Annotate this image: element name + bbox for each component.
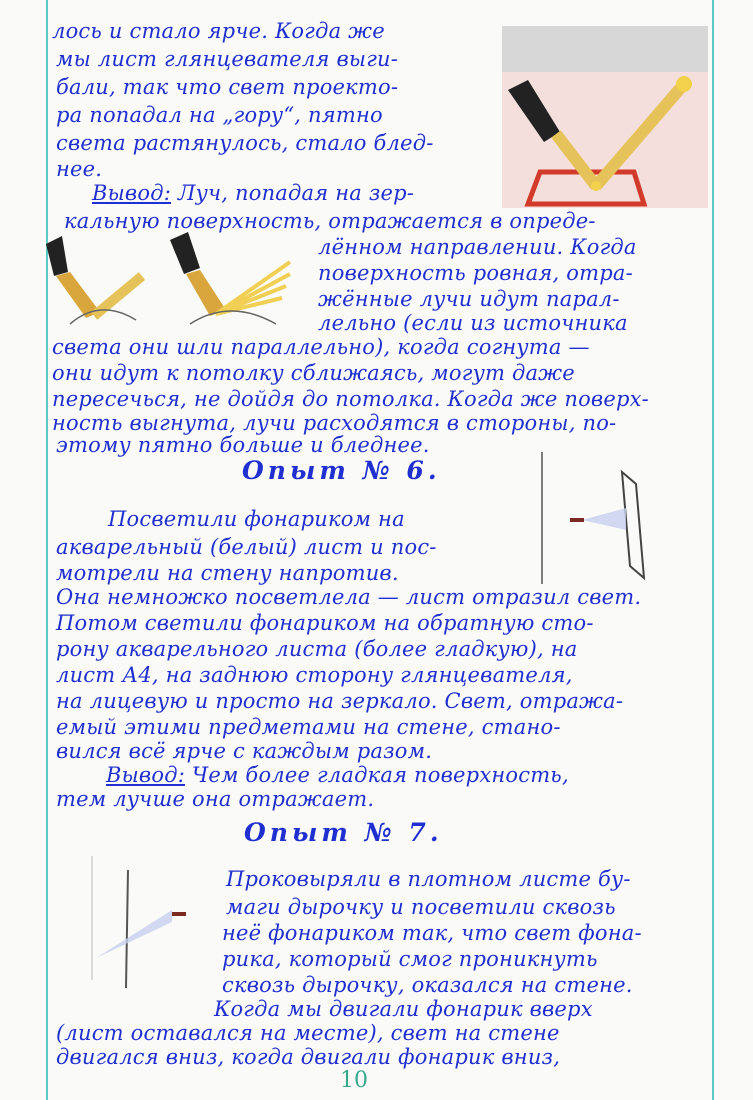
text-line: неё фонариком так, что свет фона- [222, 921, 642, 945]
text-line: вился всё ярче с каждым разом. [56, 739, 433, 763]
text-line: Когда мы двигали фонарик вверх [214, 997, 593, 1021]
margin-line-left [46, 0, 48, 1100]
text-line: на лицевую и просто на зеркало. Свет, отража- [56, 689, 624, 713]
text-line: этому пятно больше и бледнее. [56, 433, 430, 457]
text-line: Посветили фонариком на [108, 507, 405, 531]
conclusion-text: Луч, попадая на зер- [177, 181, 415, 205]
text-line: они идут к потолку сближаясь, могут даже [52, 361, 575, 385]
text-line: емый этими предметами на стене, стано- [56, 715, 561, 739]
text-line: бали, так что свет проекто- [56, 75, 399, 99]
text-line: тем лучше она отражает. [56, 787, 375, 811]
text-line: пересечься, не дойдя до потолка. Когда же поверх- [52, 387, 649, 411]
text-line: света они шли параллельно), когда согнута — [52, 335, 590, 359]
text-line: кальную поверхность, отражается в опреде- [64, 209, 596, 233]
conclusion-label: Вывод: [106, 763, 185, 787]
text-line: лельно (если из источника [318, 311, 628, 335]
text-line: акварельный (белый) лист и пос- [56, 535, 437, 559]
text-line: рика, который смог проникнуть [222, 947, 598, 971]
text-line: поверхность ровная, отра- [318, 261, 633, 285]
text-line: маги дырочку и посветили сквозь [226, 895, 616, 919]
margin-line-right [712, 0, 714, 1100]
pinhole-sheet-drawing [76, 852, 210, 992]
text-line: нее. [56, 157, 103, 181]
text-line: рону акварельного листа (более гладкую), на [56, 637, 578, 661]
conclusion-line [106, 762, 569, 789]
text-line: Проковыряли в плотном листе бу- [226, 867, 631, 891]
experiment-6-heading: Опыт № 6. [242, 456, 441, 485]
flashlights-reflection-drawing [40, 228, 310, 332]
text-line: двигался вниз, когда двигали фонарик вниз, [56, 1045, 561, 1069]
text-line: света растянулось, стало блед- [56, 131, 434, 155]
text-line: мы лист глянцевателя выги- [56, 47, 399, 71]
page-number: 10 [340, 1068, 368, 1093]
text-line: Она немножко посветлела — лист отразил свет. [56, 585, 642, 609]
text-line: Потом светили фонариком на обратную сто- [56, 611, 594, 635]
text-line: сквозь дырочку, оказался на стене. [222, 973, 633, 997]
text-line: ра попадал на „гору“, пятно [56, 103, 383, 127]
text-line: лист А4, на заднюю сторону глянцевателя, [56, 663, 573, 687]
conclusion-line [92, 180, 414, 207]
text-line: мотрели на стену напротив. [56, 561, 399, 585]
conclusion-label: Вывод: [92, 181, 171, 205]
text-line: лось и стало ярче. Когда же [52, 19, 385, 43]
experiment-7-heading: Опыт № 7. [244, 818, 443, 847]
text-line: (лист оставался на месте), свет на стене [56, 1021, 560, 1045]
projector-mirror-drawing [498, 26, 712, 208]
text-line: жённые лучи идут парал- [318, 287, 620, 311]
flashlight-sheet-drawing [526, 448, 652, 588]
text-line: лённом направлении. Когда [318, 235, 637, 259]
text-line: ность выгнута, лучи расходятся в стороны, по- [52, 411, 617, 435]
conclusion-text: Чем более гладкая поверхность, [191, 763, 569, 787]
